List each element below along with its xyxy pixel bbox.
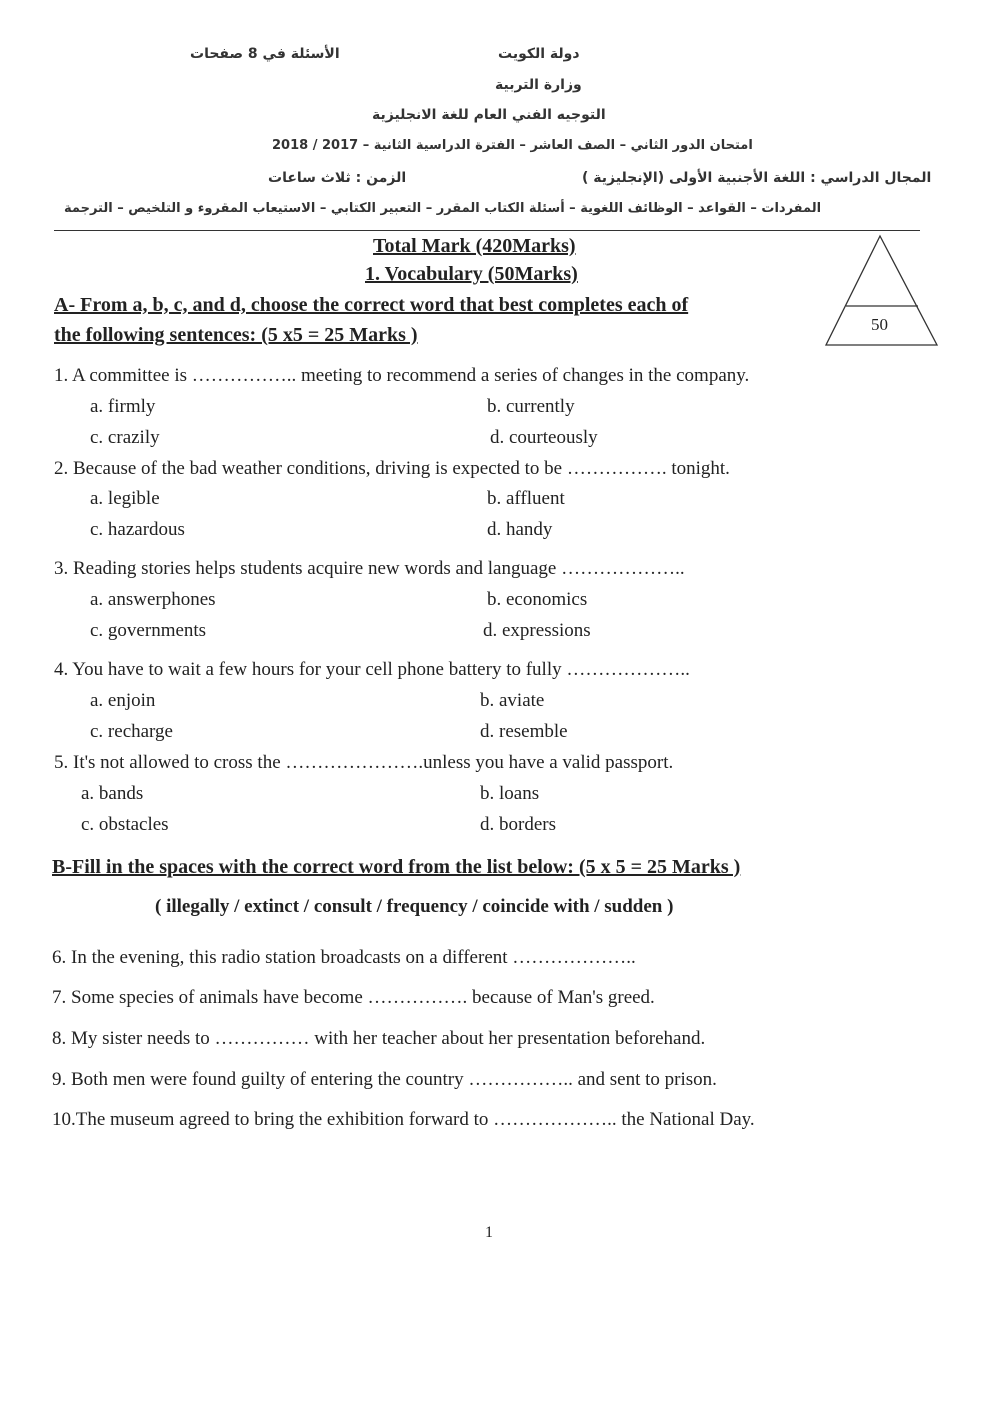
total-mark: Total Mark (420Marks) [373, 235, 576, 257]
q5-option-d: d. borders [480, 814, 556, 835]
q2-option-c: c. hazardous [90, 519, 185, 540]
header-state: دولة الكويت [498, 46, 580, 62]
score-value: 50 [871, 315, 888, 334]
header-exam-line: امتحان الدور الثاني – الصف العاشر – الفترة الدراسية الثانية – 2017 / 2018 [272, 138, 753, 153]
page-number: 1 [485, 1224, 493, 1241]
part-a-instruction-2: the following sentences: (5 x5 = 25 Marks ) [54, 324, 418, 346]
q1-option-a: a. firmly [90, 396, 156, 417]
sentence-7: 7. Some species of animals have become ……………. because of Man's greed. [52, 987, 655, 1008]
question-3: 3. Reading stories helps students acquire new words and language ……………….. [54, 558, 685, 579]
header-pages-note: الأسئلة في 8 صفحات [190, 46, 340, 62]
q1-option-d: d. courteously [490, 427, 598, 448]
q1-option-b: b. currently [487, 396, 575, 417]
part-b-instruction: B-Fill in the spaces with the correct word from the list below: (5 x 5 = 25 Marks ) [52, 856, 741, 878]
q4-option-d: d. resemble [480, 721, 568, 742]
q4-option-b: b. aviate [480, 690, 545, 711]
q1-option-c: c. crazily [90, 427, 160, 448]
sentence-6: 6. In the evening, this radio station broadcasts on a different ……………….. [52, 947, 636, 968]
section-title: 1. Vocabulary (50Marks) [365, 263, 578, 285]
header-divider [54, 230, 920, 231]
sentence-10: 10.The museum agreed to bring the exhibition forward to ……………….. the National Day. [52, 1109, 755, 1130]
q5-option-a: a. bands [81, 783, 144, 804]
q4-option-a: a. enjoin [90, 690, 156, 711]
q5-option-b: b. loans [480, 783, 540, 804]
sentence-9: 9. Both men were found guilty of entering the country …………….. and sent to prison. [52, 1069, 717, 1090]
word-list: ( illegally / extinct / consult / frequency / coincide with / sudden ) [155, 896, 674, 917]
header-ministry: وزارة التربية [495, 77, 582, 93]
part-a-instruction-1: A- From a, b, c, and d, choose the correct word that best completes each of [54, 294, 689, 316]
question-2: 2. Because of the bad weather conditions, driving is expected to be ……………. tonight. [54, 458, 730, 479]
q3-option-c: c. governments [90, 620, 207, 641]
header-subject: المجال الدراسي : اللغة الأجنبية الأولى (الإنجليزية ) [582, 170, 932, 186]
q5-option-c: c. obstacles [81, 814, 169, 835]
header-supervision: التوجيه الفني العام للغة الانجليزية [372, 107, 606, 123]
header-sections-line: المفردات – القواعد – الوظائف اللغوية – أسئلة الكتاب المقرر – التعبير الكتابي – الاستيعاب المقروء و التلخيص – الترجمة [64, 201, 822, 216]
q3-option-d: d. expressions [483, 620, 591, 641]
q4-option-c: c. recharge [90, 721, 173, 742]
q2-option-a: a. legible [90, 488, 160, 509]
q2-option-b: b. affluent [487, 488, 565, 509]
sentence-8: 8. My sister needs to …………… with her teacher about her presentation beforehand. [52, 1028, 706, 1049]
header-time: الزمن : ثلاث ساعات [268, 170, 407, 186]
question-5: 5. It's not allowed to cross the ………………….unless you have a valid passport. [54, 752, 674, 773]
question-1: 1. A committee is …………….. meeting to recommend a series of changes in the company. [54, 365, 750, 386]
q3-option-b: b. economics [487, 589, 588, 610]
q2-option-d: d. handy [487, 519, 553, 540]
q3-option-a: a. answerphones [90, 589, 216, 610]
question-4: 4. You have to wait a few hours for your cell phone battery to fully ……………….. [54, 659, 690, 680]
